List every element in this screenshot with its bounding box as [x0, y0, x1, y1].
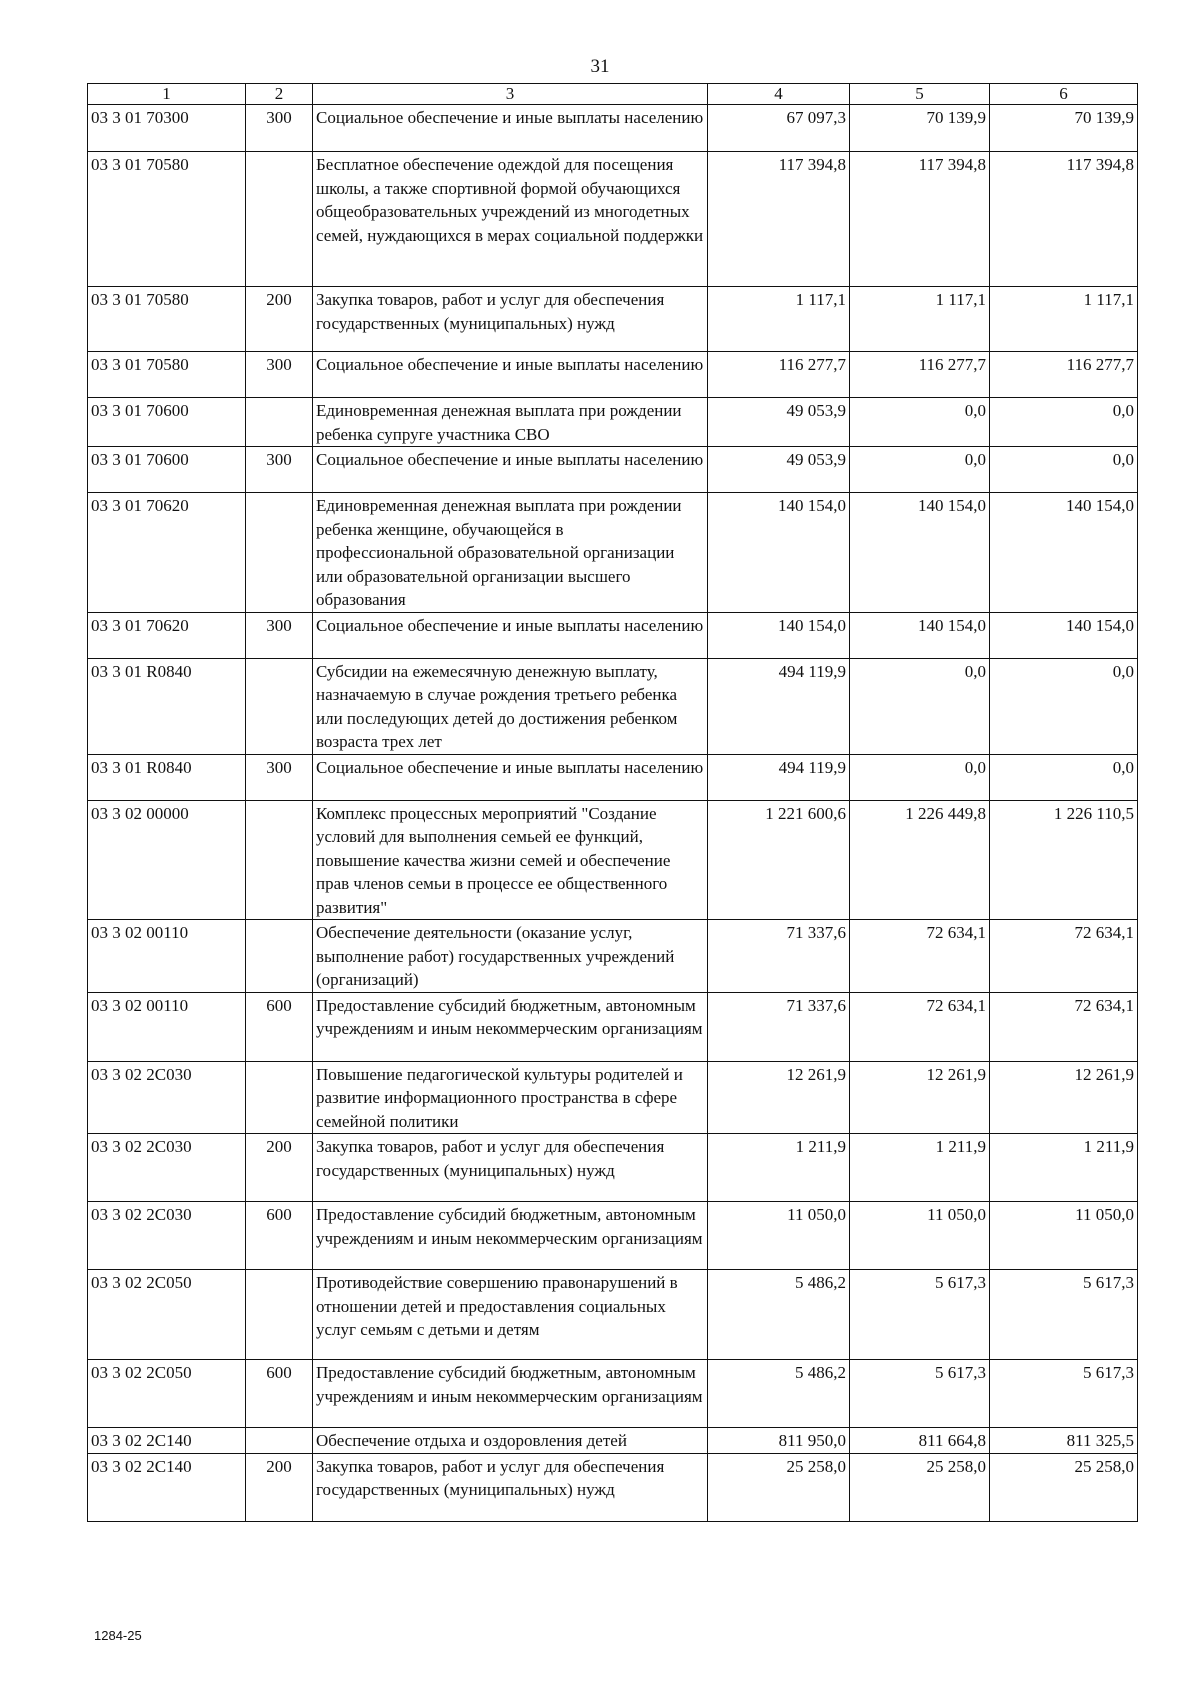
row-expense-type [246, 1270, 313, 1360]
row-value-col5: 72 634,1 [850, 992, 990, 1061]
row-value-col4: 1 117,1 [708, 287, 850, 352]
row-expense-type [246, 1061, 313, 1134]
col-header-3: 3 [313, 84, 708, 105]
row-expense-type [246, 152, 313, 287]
row-value-col6: 12 261,9 [990, 1061, 1138, 1134]
col-header-1: 1 [88, 84, 246, 105]
table-row [88, 1061, 1138, 1134]
row-value-col5: 1 117,1 [850, 287, 990, 352]
row-value-col6: 1 226 110,5 [990, 800, 1138, 920]
page-number: 31 [590, 56, 610, 77]
row-expense-type: 600 [246, 992, 313, 1061]
row-value-col5: 5 617,3 [850, 1360, 990, 1428]
row-value-col5: 5 617,3 [850, 1270, 990, 1360]
table-row [88, 1453, 1138, 1521]
row-expense-type [246, 1428, 313, 1454]
row-value-col6: 11 050,0 [990, 1202, 1138, 1270]
row-expense-type [246, 800, 313, 920]
row-value-col6: 72 634,1 [990, 992, 1138, 1061]
table-row [88, 287, 1138, 352]
row-value-col5: 0,0 [850, 658, 990, 754]
row-value-col6: 1 117,1 [990, 287, 1138, 352]
col-header-6: 6 [990, 84, 1138, 105]
row-code: 03 3 02 00110 [88, 992, 246, 1061]
row-value-col4: 71 337,6 [708, 992, 850, 1061]
row-code: 03 3 02 2C030 [88, 1202, 246, 1270]
row-name: Субсидии на ежемесячную денежную выплату, назначаемую в случае рождения третьего ребенка или последующих детей до достижения ребенком возраста трех лет [313, 658, 708, 754]
row-expense-type [246, 398, 313, 447]
col-header-2: 2 [246, 84, 313, 105]
row-value-col5: 1 211,9 [850, 1134, 990, 1202]
row-name: Социальное обеспечение и иные выплаты населению [313, 352, 708, 398]
row-name: Единовременная денежная выплата при рождении ребенка женщине, обучающейся в профессиональной образовательной организации или образовательной организации высшего образования [313, 493, 708, 613]
table-row [88, 754, 1138, 800]
row-value-col4: 5 486,2 [708, 1360, 850, 1428]
row-value-col5: 140 154,0 [850, 612, 990, 658]
row-name: Социальное обеспечение и иные выплаты населению [313, 447, 708, 493]
row-code: 03 3 01 70600 [88, 398, 246, 447]
row-code: 03 3 02 2C030 [88, 1061, 246, 1134]
row-value-col6: 117 394,8 [990, 152, 1138, 287]
row-value-col5: 116 277,7 [850, 352, 990, 398]
row-expense-type: 200 [246, 1134, 313, 1202]
row-value-col6: 1 211,9 [990, 1134, 1138, 1202]
row-code: 03 3 01 70580 [88, 152, 246, 287]
row-value-col5: 0,0 [850, 754, 990, 800]
table-row [88, 1270, 1138, 1360]
row-value-col4: 1 221 600,6 [708, 800, 850, 920]
row-value-col6: 5 617,3 [990, 1360, 1138, 1428]
row-value-col4: 49 053,9 [708, 398, 850, 447]
row-value-col5: 12 261,9 [850, 1061, 990, 1134]
row-value-col5: 70 139,9 [850, 105, 990, 152]
row-value-col6: 0,0 [990, 447, 1138, 493]
row-name: Закупка товаров, работ и услуг для обеспечения государственных (муниципальных) нужд [313, 1134, 708, 1202]
row-value-col5: 0,0 [850, 447, 990, 493]
row-value-col4: 25 258,0 [708, 1453, 850, 1521]
row-code: 03 3 01 70620 [88, 612, 246, 658]
row-name: Предоставление субсидий бюджетным, автономным учреждениям и иным некоммерческим организациям [313, 1202, 708, 1270]
row-name: Социальное обеспечение и иные выплаты населению [313, 754, 708, 800]
row-name: Предоставление субсидий бюджетным, автономным учреждениям и иным некоммерческим организациям [313, 1360, 708, 1428]
row-name: Предоставление субсидий бюджетным, автономным учреждениям и иным некоммерческим организациям [313, 992, 708, 1061]
row-code: 03 3 01 R0840 [88, 658, 246, 754]
row-code: 03 3 01 70300 [88, 105, 246, 152]
row-expense-type: 300 [246, 447, 313, 493]
col-header-4: 4 [708, 84, 850, 105]
row-value-col6: 0,0 [990, 754, 1138, 800]
row-expense-type: 600 [246, 1202, 313, 1270]
table-row [88, 493, 1138, 613]
row-value-col6: 72 634,1 [990, 920, 1138, 993]
row-value-col6: 0,0 [990, 398, 1138, 447]
row-code: 03 3 02 00000 [88, 800, 246, 920]
budget-table [87, 83, 1138, 1522]
row-name: Повышение педагогической культуры родителей и развитие информационного пространства в сфере семейной политики [313, 1061, 708, 1134]
row-code: 03 3 02 2C050 [88, 1360, 246, 1428]
row-value-col6: 140 154,0 [990, 612, 1138, 658]
row-name: Закупка товаров, работ и услуг для обеспечения государственных (муниципальных) нужд [313, 1453, 708, 1521]
row-value-col5: 140 154,0 [850, 493, 990, 613]
row-expense-type: 200 [246, 287, 313, 352]
row-code: 03 3 02 2C140 [88, 1453, 246, 1521]
row-value-col4: 494 119,9 [708, 754, 850, 800]
row-value-col4: 494 119,9 [708, 658, 850, 754]
row-value-col4: 67 097,3 [708, 105, 850, 152]
row-value-col6: 140 154,0 [990, 493, 1138, 613]
row-name: Комплекс процессных мероприятий "Создание условий для выполнения семьей ее функций, повышение качества жизни семей и обеспечение прав членов семьи в процессе ее общественного развития" [313, 800, 708, 920]
row-expense-type [246, 493, 313, 613]
row-name: Единовременная денежная выплата при рождении ребенка супруге участника СВО [313, 398, 708, 447]
row-value-col4: 11 050,0 [708, 1202, 850, 1270]
table-row [88, 1202, 1138, 1270]
row-code: 03 3 02 00110 [88, 920, 246, 993]
row-value-col5: 0,0 [850, 398, 990, 447]
row-code: 03 3 02 2C030 [88, 1134, 246, 1202]
row-expense-type: 600 [246, 1360, 313, 1428]
row-value-col4: 12 261,9 [708, 1061, 850, 1134]
row-value-col4: 811 950,0 [708, 1428, 850, 1454]
row-name: Социальное обеспечение и иные выплаты населению [313, 105, 708, 152]
row-code: 03 3 02 2C140 [88, 1428, 246, 1454]
row-value-col5: 811 664,8 [850, 1428, 990, 1454]
row-value-col6: 116 277,7 [990, 352, 1138, 398]
row-name: Противодействие совершению правонарушений в отношении детей и предоставления социальных услуг семьям с детьми и детям [313, 1270, 708, 1360]
table-row [88, 658, 1138, 754]
row-expense-type: 300 [246, 612, 313, 658]
row-value-col4: 1 211,9 [708, 1134, 850, 1202]
table-row [88, 992, 1138, 1061]
row-expense-type [246, 658, 313, 754]
row-code: 03 3 01 R0840 [88, 754, 246, 800]
table-row [88, 1428, 1138, 1454]
row-expense-type: 300 [246, 105, 313, 152]
row-value-col6: 25 258,0 [990, 1453, 1138, 1521]
row-value-col6: 70 139,9 [990, 105, 1138, 152]
row-value-col5: 1 226 449,8 [850, 800, 990, 920]
row-value-col4: 5 486,2 [708, 1270, 850, 1360]
row-name: Закупка товаров, работ и услуг для обеспечения государственных (муниципальных) нужд [313, 287, 708, 352]
row-code: 03 3 01 70600 [88, 447, 246, 493]
table-row [88, 352, 1138, 398]
row-value-col6: 811 325,5 [990, 1428, 1138, 1454]
table-row [88, 447, 1138, 493]
table-row [88, 612, 1138, 658]
row-value-col5: 25 258,0 [850, 1453, 990, 1521]
row-value-col4: 117 394,8 [708, 152, 850, 287]
row-expense-type: 300 [246, 754, 313, 800]
table-row [88, 105, 1138, 152]
table-row [88, 1360, 1138, 1428]
table-row [88, 1134, 1138, 1202]
col-header-5: 5 [850, 84, 990, 105]
row-code: 03 3 02 2C050 [88, 1270, 246, 1360]
row-value-col6: 0,0 [990, 658, 1138, 754]
row-name: Бесплатное обеспечение одеждой для посещения школы, а также спортивной формой обучающихся общеобразовательных учреждений из многодетных семей, нуждающихся в мерах социальной поддержки [313, 152, 708, 287]
row-value-col4: 71 337,6 [708, 920, 850, 993]
row-value-col4: 140 154,0 [708, 612, 850, 658]
table-row [88, 800, 1138, 920]
row-expense-type [246, 920, 313, 993]
row-expense-type: 300 [246, 352, 313, 398]
table-row [88, 398, 1138, 447]
row-value-col4: 116 277,7 [708, 352, 850, 398]
document-footer-code: 1284-25 [94, 1628, 142, 1643]
row-name: Социальное обеспечение и иные выплаты населению [313, 612, 708, 658]
row-value-col5: 117 394,8 [850, 152, 990, 287]
row-code: 03 3 01 70580 [88, 352, 246, 398]
row-expense-type: 200 [246, 1453, 313, 1521]
table-row [88, 152, 1138, 287]
row-value-col4: 49 053,9 [708, 447, 850, 493]
row-code: 03 3 01 70580 [88, 287, 246, 352]
row-value-col6: 5 617,3 [990, 1270, 1138, 1360]
row-value-col5: 11 050,0 [850, 1202, 990, 1270]
header-row [88, 84, 1138, 105]
row-name: Обеспечение деятельности (оказание услуг, выполнение работ) государственных учреждений (организаций) [313, 920, 708, 993]
row-name: Обеспечение отдыха и оздоровления детей [313, 1428, 708, 1454]
table-row [88, 920, 1138, 993]
row-code: 03 3 01 70620 [88, 493, 246, 613]
table-body [88, 105, 1138, 1522]
row-value-col4: 140 154,0 [708, 493, 850, 613]
row-value-col5: 72 634,1 [850, 920, 990, 993]
